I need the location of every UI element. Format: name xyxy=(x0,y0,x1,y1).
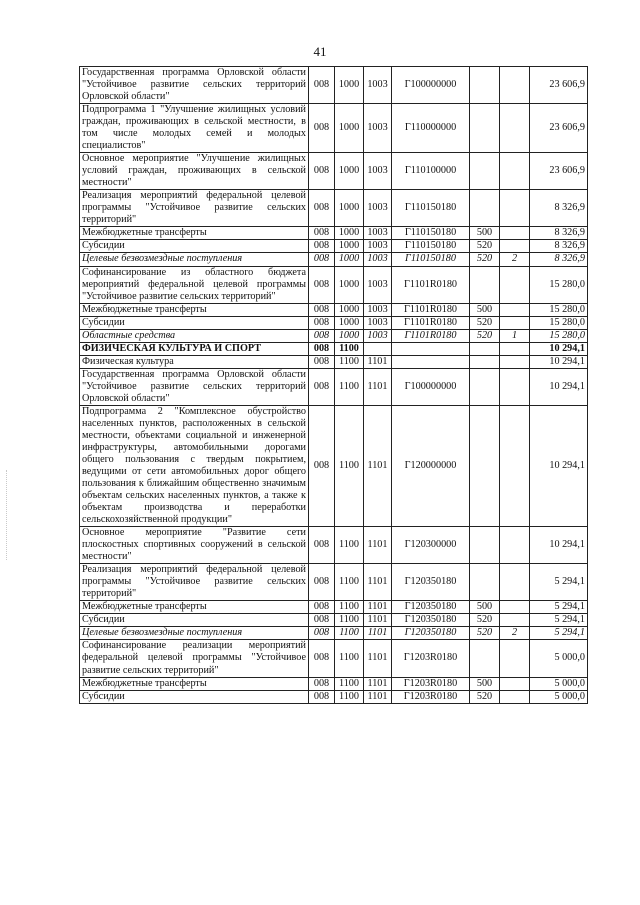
cell-amount: 23 606,9 xyxy=(530,104,588,153)
cell-amount: 5 294,1 xyxy=(530,614,588,627)
cell-section: 1100 xyxy=(335,601,364,614)
table-row xyxy=(80,368,588,405)
cell-expense-type xyxy=(470,640,500,677)
table-row xyxy=(80,240,588,253)
cell-target-article xyxy=(392,355,470,368)
cell-name: Межбюджетные трансферты xyxy=(80,601,309,614)
cell-expense-type xyxy=(470,368,500,405)
cell-name: Субсидии xyxy=(80,614,309,627)
cell-name: Подпрограмма 2 "Комплексное обустройство населенных пунктов, расположенных в сельской местности, объектами социальной и инженерной инфраструктуры, автомобильными дорогами общего пользования с твердым покрытием, ведущими от сети автомобильных дорог общего пользования к ближайшим общественно значимым объектам сельских населенных пунктов, а также к объектам производства и переработки сельскохозяйственной продукции" xyxy=(80,405,309,526)
cell-amount: 23 606,9 xyxy=(530,153,588,190)
cell-amount: 10 294,1 xyxy=(530,342,588,355)
cell-name: ФИЗИЧЕСКАЯ КУЛЬТУРА И СПОРТ xyxy=(80,342,309,355)
cell-amount: 15 280,0 xyxy=(530,266,588,303)
cell-department: 008 xyxy=(309,527,335,564)
cell-funding-source xyxy=(500,355,530,368)
table-row xyxy=(80,627,588,640)
table-row xyxy=(80,190,588,227)
cell-department: 008 xyxy=(309,627,335,640)
cell-section: 1100 xyxy=(335,355,364,368)
cell-target-article: Г120350180 xyxy=(392,564,470,601)
cell-funding-source xyxy=(500,67,530,104)
budget-table xyxy=(79,66,588,704)
cell-section: 1100 xyxy=(335,614,364,627)
table-row xyxy=(80,677,588,690)
cell-section: 1000 xyxy=(335,104,364,153)
cell-amount: 10 294,1 xyxy=(530,405,588,526)
cell-expense-type xyxy=(470,405,500,526)
table-row xyxy=(80,690,588,703)
cell-target-article: Г120000000 xyxy=(392,405,470,526)
cell-subsection: 1003 xyxy=(364,227,392,240)
cell-expense-type: 500 xyxy=(470,227,500,240)
cell-section: 1000 xyxy=(335,153,364,190)
cell-target-article: Г1101R0180 xyxy=(392,329,470,342)
table-row xyxy=(80,104,588,153)
cell-subsection: 1003 xyxy=(364,153,392,190)
cell-amount: 5 000,0 xyxy=(530,690,588,703)
table-row xyxy=(80,253,588,266)
cell-target-article: Г110150180 xyxy=(392,253,470,266)
cell-section: 1000 xyxy=(335,240,364,253)
cell-funding-source xyxy=(500,405,530,526)
cell-name: Основное мероприятие "Развитие сети плоскостных спортивных сооружений в сельской местности" xyxy=(80,527,309,564)
cell-subsection xyxy=(364,342,392,355)
cell-department: 008 xyxy=(309,601,335,614)
cell-name: Физическая культура xyxy=(80,355,309,368)
cell-funding-source xyxy=(500,342,530,355)
cell-section: 1100 xyxy=(335,342,364,355)
cell-target-article: Г1203R0180 xyxy=(392,677,470,690)
cell-department: 008 xyxy=(309,303,335,316)
cell-subsection: 1003 xyxy=(364,104,392,153)
cell-department: 008 xyxy=(309,227,335,240)
cell-department: 008 xyxy=(309,640,335,677)
cell-section: 1000 xyxy=(335,253,364,266)
cell-department: 008 xyxy=(309,190,335,227)
cell-name: Государственная программа Орловской области "Устойчивое развитие сельских территорий Орловской области" xyxy=(80,368,309,405)
cell-department: 008 xyxy=(309,104,335,153)
cell-funding-source xyxy=(500,266,530,303)
cell-amount: 5 294,1 xyxy=(530,627,588,640)
cell-expense-type: 500 xyxy=(470,677,500,690)
cell-department: 008 xyxy=(309,316,335,329)
cell-target-article: Г110100000 xyxy=(392,153,470,190)
cell-subsection: 1101 xyxy=(364,355,392,368)
cell-expense-type xyxy=(470,104,500,153)
cell-amount: 5 294,1 xyxy=(530,564,588,601)
cell-amount: 10 294,1 xyxy=(530,355,588,368)
cell-subsection: 1003 xyxy=(364,329,392,342)
cell-amount: 8 326,9 xyxy=(530,190,588,227)
table-row xyxy=(80,329,588,342)
cell-expense-type xyxy=(470,266,500,303)
table-row xyxy=(80,564,588,601)
cell-target-article: Г1203R0180 xyxy=(392,640,470,677)
cell-amount: 10 294,1 xyxy=(530,368,588,405)
cell-subsection: 1003 xyxy=(364,190,392,227)
table-row xyxy=(80,153,588,190)
cell-funding-source xyxy=(500,303,530,316)
cell-department: 008 xyxy=(309,368,335,405)
cell-subsection: 1003 xyxy=(364,303,392,316)
cell-department: 008 xyxy=(309,690,335,703)
cell-amount: 15 280,0 xyxy=(530,303,588,316)
cell-section: 1000 xyxy=(335,329,364,342)
cell-expense-type xyxy=(470,67,500,104)
cell-subsection: 1101 xyxy=(364,601,392,614)
table-row xyxy=(80,227,588,240)
cell-department: 008 xyxy=(309,405,335,526)
cell-funding-source xyxy=(500,240,530,253)
cell-name: Основное мероприятие "Улучшение жилищных условий граждан, проживающих в сельской местности" xyxy=(80,153,309,190)
cell-target-article: Г110150180 xyxy=(392,190,470,227)
table-row xyxy=(80,405,588,526)
cell-funding-source xyxy=(500,368,530,405)
cell-amount: 10 294,1 xyxy=(530,527,588,564)
cell-expense-type xyxy=(470,527,500,564)
cell-section: 1000 xyxy=(335,316,364,329)
cell-name: Субсидии xyxy=(80,690,309,703)
cell-subsection: 1101 xyxy=(364,368,392,405)
cell-subsection: 1101 xyxy=(364,564,392,601)
cell-department: 008 xyxy=(309,614,335,627)
cell-subsection: 1003 xyxy=(364,266,392,303)
cell-name: Субсидии xyxy=(80,316,309,329)
cell-expense-type: 500 xyxy=(470,303,500,316)
cell-expense-type xyxy=(470,342,500,355)
cell-name: Реализация мероприятий федеральной целевой программы "Устойчивое развитие сельских территорий" xyxy=(80,190,309,227)
cell-department: 008 xyxy=(309,153,335,190)
cell-funding-source: 2 xyxy=(500,627,530,640)
cell-name: Областные средства xyxy=(80,329,309,342)
cell-expense-type xyxy=(470,564,500,601)
table-row xyxy=(80,640,588,677)
table-row xyxy=(80,601,588,614)
cell-expense-type: 520 xyxy=(470,329,500,342)
cell-target-article: Г1101R0180 xyxy=(392,316,470,329)
cell-section: 1100 xyxy=(335,527,364,564)
page-number: 41 xyxy=(313,44,327,59)
cell-name: Софинансирование реализации мероприятий федеральной целевой программы "Устойчивое развитие сельских территорий" xyxy=(80,640,309,677)
cell-department: 008 xyxy=(309,355,335,368)
cell-section: 1100 xyxy=(335,564,364,601)
cell-department: 008 xyxy=(309,67,335,104)
cell-expense-type xyxy=(470,153,500,190)
cell-name: Межбюджетные трансферты xyxy=(80,303,309,316)
cell-department: 008 xyxy=(309,253,335,266)
cell-funding-source xyxy=(500,640,530,677)
table-row xyxy=(80,67,588,104)
cell-amount: 15 280,0 xyxy=(530,329,588,342)
cell-name: Субсидии xyxy=(80,240,309,253)
cell-expense-type: 520 xyxy=(470,627,500,640)
cell-section: 1100 xyxy=(335,677,364,690)
cell-section: 1100 xyxy=(335,627,364,640)
cell-subsection: 1101 xyxy=(364,627,392,640)
cell-target-article: Г110150180 xyxy=(392,240,470,253)
cell-subsection: 1003 xyxy=(364,253,392,266)
cell-department: 008 xyxy=(309,329,335,342)
cell-funding-source xyxy=(500,104,530,153)
cell-target-article: Г120350180 xyxy=(392,614,470,627)
cell-target-article: Г100000000 xyxy=(392,67,470,104)
cell-department: 008 xyxy=(309,342,335,355)
cell-funding-source: 2 xyxy=(500,253,530,266)
cell-funding-source xyxy=(500,153,530,190)
cell-expense-type: 520 xyxy=(470,240,500,253)
cell-funding-source xyxy=(500,190,530,227)
cell-expense-type: 520 xyxy=(470,253,500,266)
cell-section: 1000 xyxy=(335,303,364,316)
cell-subsection: 1101 xyxy=(364,677,392,690)
cell-target-article xyxy=(392,342,470,355)
cell-target-article: Г1101R0180 xyxy=(392,303,470,316)
cell-department: 008 xyxy=(309,240,335,253)
cell-name: Межбюджетные трансферты xyxy=(80,677,309,690)
table-row xyxy=(80,303,588,316)
cell-amount: 8 326,9 xyxy=(530,227,588,240)
cell-expense-type xyxy=(470,355,500,368)
table-row xyxy=(80,614,588,627)
cell-section: 1100 xyxy=(335,690,364,703)
cell-amount: 15 280,0 xyxy=(530,316,588,329)
cell-name: Подпрограмма 1 "Улучшение жилищных условий граждан, проживающих в сельской местности, в том числе молодых семей и молодых специалистов" xyxy=(80,104,309,153)
cell-section: 1000 xyxy=(335,190,364,227)
cell-subsection: 1101 xyxy=(364,614,392,627)
table-row xyxy=(80,527,588,564)
cell-subsection: 1003 xyxy=(364,67,392,104)
cell-target-article: Г120350180 xyxy=(392,627,470,640)
cell-department: 008 xyxy=(309,564,335,601)
cell-target-article: Г1101R0180 xyxy=(392,266,470,303)
cell-amount: 5 000,0 xyxy=(530,677,588,690)
cell-funding-source xyxy=(500,690,530,703)
cell-expense-type: 520 xyxy=(470,316,500,329)
cell-expense-type: 500 xyxy=(470,601,500,614)
cell-name: Межбюджетные трансферты xyxy=(80,227,309,240)
cell-subsection: 1101 xyxy=(364,690,392,703)
table-row xyxy=(80,355,588,368)
cell-amount: 5 000,0 xyxy=(530,640,588,677)
cell-target-article: Г110150180 xyxy=(392,227,470,240)
table-row xyxy=(80,266,588,303)
table-row xyxy=(80,342,588,355)
cell-name: Реализация мероприятий федеральной целевой программы "Устойчивое развитие сельских территорий" xyxy=(80,564,309,601)
cell-funding-source xyxy=(500,564,530,601)
cell-section: 1100 xyxy=(335,368,364,405)
cell-funding-source xyxy=(500,316,530,329)
cell-target-article: Г120350180 xyxy=(392,601,470,614)
cell-section: 1000 xyxy=(335,266,364,303)
cell-amount: 8 326,9 xyxy=(530,253,588,266)
cell-subsection: 1003 xyxy=(364,240,392,253)
cell-expense-type: 520 xyxy=(470,690,500,703)
cell-amount: 8 326,9 xyxy=(530,240,588,253)
cell-funding-source xyxy=(500,601,530,614)
cell-funding-source xyxy=(500,677,530,690)
cell-subsection: 1101 xyxy=(364,527,392,564)
cell-name: Софинансирование из областного бюджета мероприятий федеральной целевой программы "Устойчивое развитие сельских территорий" xyxy=(80,266,309,303)
cell-target-article: Г120300000 xyxy=(392,527,470,564)
cell-section: 1100 xyxy=(335,405,364,526)
table-body xyxy=(80,67,588,704)
cell-subsection: 1101 xyxy=(364,640,392,677)
cell-amount: 23 606,9 xyxy=(530,67,588,104)
cell-department: 008 xyxy=(309,266,335,303)
cell-name: Целевые безвозмездные поступления xyxy=(80,627,309,640)
cell-target-article: Г1203R0180 xyxy=(392,690,470,703)
scan-margin-marks xyxy=(6,470,9,560)
cell-name: Государственная программа Орловской области "Устойчивое развитие сельских территорий Орловской области" xyxy=(80,67,309,104)
cell-expense-type xyxy=(470,190,500,227)
cell-subsection: 1101 xyxy=(364,405,392,526)
cell-section: 1000 xyxy=(335,227,364,240)
cell-amount: 5 294,1 xyxy=(530,601,588,614)
cell-department: 008 xyxy=(309,677,335,690)
cell-expense-type: 520 xyxy=(470,614,500,627)
cell-target-article: Г110000000 xyxy=(392,104,470,153)
cell-funding-source xyxy=(500,227,530,240)
cell-funding-source xyxy=(500,614,530,627)
cell-section: 1000 xyxy=(335,67,364,104)
cell-section: 1100 xyxy=(335,640,364,677)
table-row xyxy=(80,316,588,329)
cell-subsection: 1003 xyxy=(364,316,392,329)
cell-funding-source: 1 xyxy=(500,329,530,342)
cell-target-article: Г100000000 xyxy=(392,368,470,405)
cell-name: Целевые безвозмездные поступления xyxy=(80,253,309,266)
cell-funding-source xyxy=(500,527,530,564)
